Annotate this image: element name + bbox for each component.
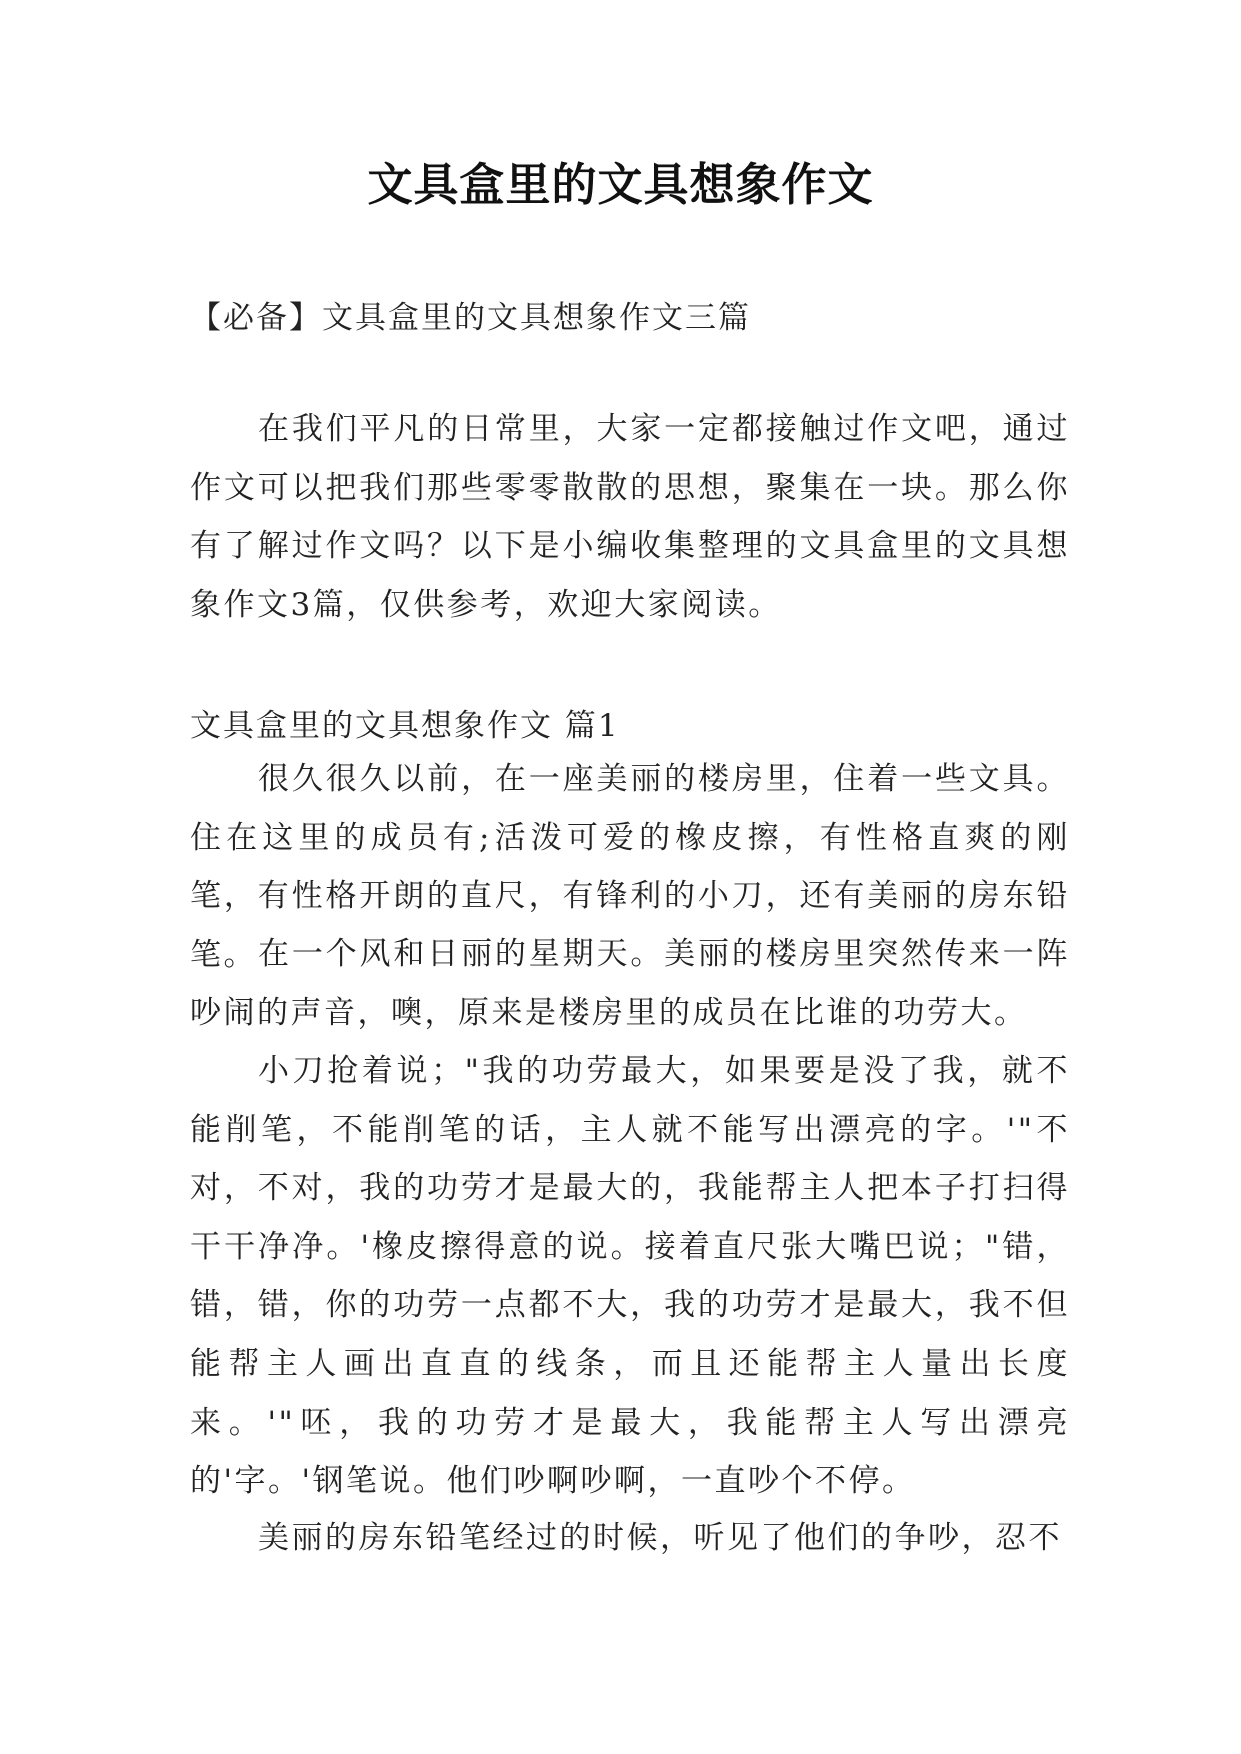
body-paragraph: 美丽的房东铅笔经过的时候，听见了他们的争吵，忍不 — [258, 1520, 1062, 1556]
intro-paragraph: 在我们平凡的日常里，大家一定都接触过作文吧，通过作文可以把我们那些零零散散的思想，聚集在一块。那么你有了解过作文吗？以下是小编收集整理的文具盒里的文具想象作文3篇，仅供参考，欢迎大家阅读。 — [190, 411, 1070, 623]
document-subtitle: 【必备】文具盒里的文具想象作文三篇 — [190, 300, 751, 336]
body-paragraph: 很久很久以前，在一座美丽的楼房里，住着一些文具。住在这里的成员有;活泼可爱的橡皮擦，有性格直爽的刚笔，有性格开朗的直尺，有锋利的小刀，还有美丽的房东铅笔。 — [190, 761, 1070, 973]
section-heading: 文具盒里的文具想象作文 篇1 — [190, 708, 620, 744]
body-paragraph: 在一个风和日丽的星期天。美丽的楼房里突然传来一阵吵闹的声音，噢，原来是楼房里的成员在比谁的功劳大。 — [190, 936, 1070, 1031]
body-paragraph: 小刀抢着说；"我的功劳最大，如果要是没了我，就不能削笔，不能削笔的话，主人就不能写出漂亮的字。'"不对，不对，我的功劳才是最大的，我能帮主人把本子打扫得干干净净。'橡皮擦得意的说。接着直尺张大嘴巴说；"错，错，错，你的功劳一点都不大，我的功劳才是最大，我不但能帮主人画出直直的线条，而且还能帮主人量出长度来。'"呸，我的功劳才是最大，我能帮主人写出漂亮的'字。'钢笔说。他们吵啊吵啊，一直吵个不停。 — [190, 1053, 1070, 1500]
document-title: 文具盒里的文具想象作文 — [367, 158, 874, 211]
